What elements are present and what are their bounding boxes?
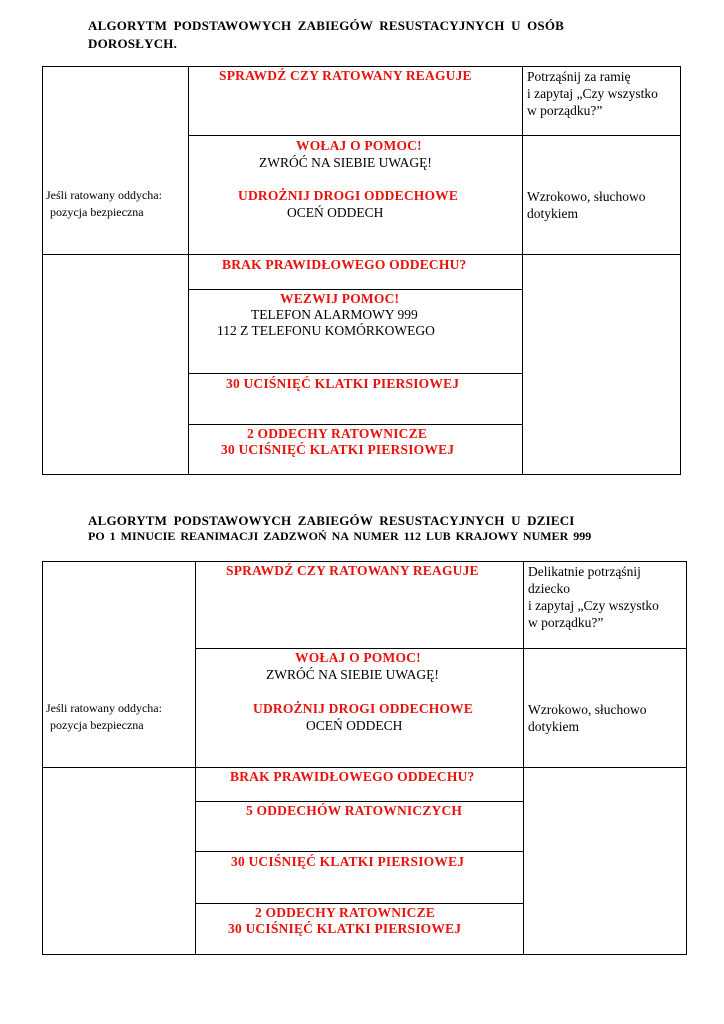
adults-step-call: WOŁAJ O POMOC! (296, 138, 422, 153)
children-airway-note-2: dotykiem (528, 719, 579, 734)
adults-check-note-3: w porządku?” (527, 103, 603, 118)
adults-step-compress: 30 UCIŚNIĘĆ KLATKI PIERSIOWEJ (226, 376, 460, 391)
children-step-call: WOŁAJ O POMOC! (295, 650, 421, 665)
adults-title-line1: ALGORYTM PODSTAWOWYCH ZABIEGÓW RESUSTACYJNYCH U OSÓB (88, 18, 565, 33)
adults-breathing-note-2: pozycja bezpieczna (50, 205, 144, 219)
adults-title-line2: DOROSŁYCH. (88, 36, 178, 51)
children-title-line2: PO 1 MINUCIE REANIMACJI ZADZWOŃ NA NUMER 112 LUB KRAJOWY NUMER 999 (88, 529, 592, 543)
adults-step-check: SPRAWDŹ CZY RATOWANY REAGUJE (219, 68, 472, 83)
adults-row-divider (188, 373, 522, 374)
children-step-call-sub: ZWRÓĆ NA SIEBIE UWAGĘ! (266, 667, 439, 682)
children-check-note-2: dziecko (528, 581, 570, 596)
children-title-line1: ALGORYTM PODSTAWOWYCH ZABIEGÓW RESUSTACYJNYCH U DZIECI (88, 513, 575, 528)
adults-step-cycle-2: 30 UCIŚNIĘĆ KLATKI PIERSIOWEJ (221, 442, 455, 457)
adults-step-airway-sub: OCEŃ ODDECH (287, 205, 384, 220)
children-row-divider (195, 801, 523, 802)
children-check-note-3: i zapytaj „Czy wszystko (528, 598, 659, 613)
adults-step-airway: UDROŻNIJ DROGI ODDECHOWE (238, 188, 459, 203)
children-airway-note-1: Wzrokowo, słuchowo (528, 702, 647, 717)
children-row-divider (195, 903, 523, 904)
children-check-note-4: w porządku?” (528, 615, 604, 630)
children-step-rescue: 5 ODDECHÓW RATOWNICZYCH (246, 803, 463, 818)
children-step-cycle-2: 30 UCIŚNIĘĆ KLATKI PIERSIOWEJ (228, 921, 462, 936)
children-row-divider (195, 851, 523, 852)
adults-row-divider (188, 289, 522, 290)
children-step-compress: 30 UCIŚNIĘĆ KLATKI PIERSIOWEJ (231, 854, 465, 869)
adults-step-call-sub: ZWRÓĆ NA SIEBIE UWAGĘ! (259, 155, 432, 170)
children-col-divider-left (195, 561, 196, 955)
children-check-note-1: Delikatnie potrząśnij (528, 564, 641, 579)
adults-step-help-sub2: 112 Z TELEFONU KOMÓRKOWEGO (217, 323, 435, 338)
adults-row-divider (188, 135, 681, 136)
children-step-cycle-1: 2 ODDECHY RATOWNICZE (255, 905, 436, 920)
adults-step-no-breath: BRAK PRAWIDŁOWEGO ODDECHU? (222, 257, 467, 272)
adults-airway-note-2: dotykiem (527, 206, 578, 221)
adults-breathing-note-1: Jeśli ratowany oddycha: (46, 188, 162, 202)
children-step-airway: UDROŻNIJ DROGI ODDECHOWE (253, 701, 474, 716)
children-breathing-note-1: Jeśli ratowany oddycha: (46, 701, 162, 715)
children-col-divider-right (523, 561, 524, 955)
adults-col-divider-right (522, 66, 523, 475)
adults-row-divider (188, 424, 522, 425)
children-step-no-breath: BRAK PRAWIDŁOWEGO ODDECHU? (230, 769, 475, 784)
children-step-airway-sub: OCEŃ ODDECH (306, 718, 403, 733)
children-row-divider (42, 767, 687, 768)
children-step-check: SPRAWDŹ CZY RATOWANY REAGUJE (226, 563, 479, 578)
adults-row-divider (42, 254, 681, 255)
adults-step-cycle-1: 2 ODDECHY RATOWNICZE (247, 426, 428, 441)
adults-col-divider-left (188, 66, 189, 475)
adults-step-help: WEZWIJ POMOC! (280, 291, 400, 306)
adults-check-note-2: i zapytaj „Czy wszystko (527, 86, 658, 101)
children-row-divider (195, 648, 687, 649)
adults-step-help-sub1: TELEFON ALARMOWY 999 (251, 307, 418, 322)
adults-check-note-1: Potrząśnij za ramię (527, 69, 631, 84)
children-breathing-note-2: pozycja bezpieczna (50, 718, 144, 732)
adults-airway-note-1: Wzrokowo, słuchowo (527, 189, 646, 204)
